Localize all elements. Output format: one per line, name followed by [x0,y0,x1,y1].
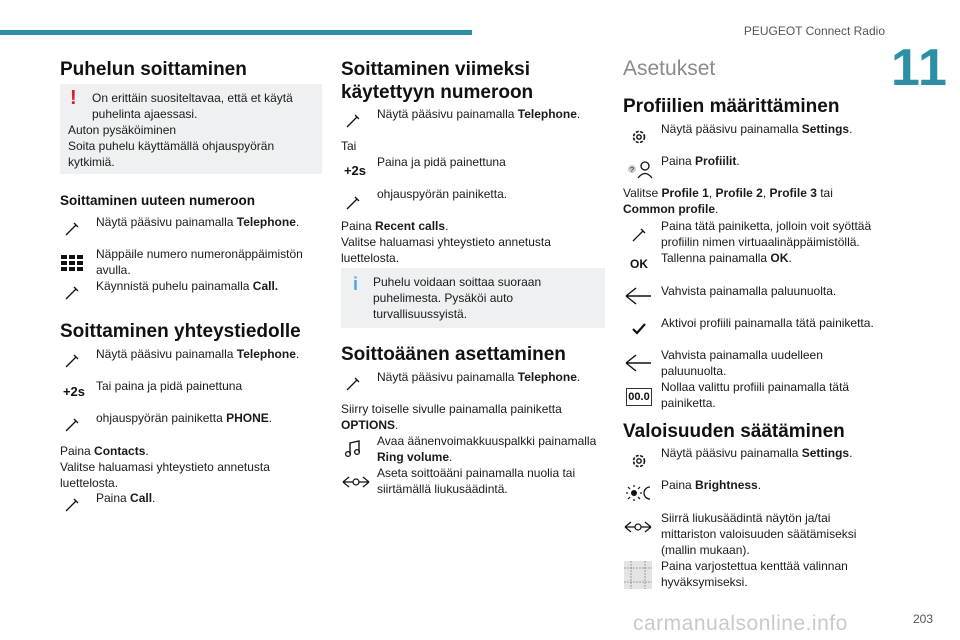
subsection-title: Soittaminen uuteen numeroon [60,193,256,208]
step-text: Näytä pääsivu painamalla Telephone. [377,370,581,384]
gear-icon [627,126,651,148]
section-title: Soittaminen viimeksi käytettyyn numeroon [341,59,534,103]
step-text: Näytä pääsivu painamalla Telephone. [377,107,581,121]
step-text: Näytä pääsivu painamalla Telephone. [96,215,300,229]
step-text: ohjauspyörän painiketta. [377,187,508,201]
step-text: Vahvista painamalla uudelleen paluunuolta. [661,348,823,378]
warning-icon: ! [70,87,77,109]
press-hold-2s-icon: +2s [343,163,367,178]
warning-line: Soita puhelu käyttämällä ohjauspyörän kytkimiä. [68,139,275,169]
page-number: 203 [912,612,933,626]
chapter-number: 11 [891,39,948,97]
watermark: carmanualsonline.info [633,612,848,635]
step-text: ohjauspyörän painiketta PHONE. [96,411,273,425]
paragraph: Paina Recent calls. [341,219,449,233]
checkmark-icon [627,318,651,340]
pencil-icon [627,224,651,246]
running-header: PEUGEOT Connect Radio [743,24,885,38]
profile-icon [625,158,655,180]
pencil-icon [341,192,365,214]
pencil-icon [60,494,84,516]
section-title: Valoisuuden säätäminen [623,421,845,442]
info-box [341,268,605,328]
keypad-icon [60,252,84,274]
step-text: Nollaa valittu profiili painamalla tätä painiketta. [661,380,850,410]
step-text: Aktivoi profiili painamalla tätä painiketta. [661,316,874,330]
step-text: Paina tätä painiketta, jolloin voit syöttää profiilin nimen virtuaalinäppäimistöllä. [661,219,872,249]
warning-line: Auton pysäköiminen [68,123,177,137]
step-text: Avaa äänenvoimakkuuspalkki painamalla Ring volume. [377,434,597,464]
pencil-icon [60,218,84,240]
step-text: Tai paina ja pidä painettuna [96,379,243,393]
step-text: Aseta soittoääni painamalla nuolia tai siirtämällä liukusäädintä. [377,466,576,496]
section-title: Profiilien määrittäminen [623,96,840,117]
step-text: Paina Profiilit. [661,154,740,168]
back-arrow-icon [623,285,653,307]
pencil-icon [60,350,84,372]
pencil-icon [341,373,365,395]
volume-note-icon [341,438,365,460]
step-text: Näppäile numero numeronäppäimistön avulla. [96,247,303,277]
press-hold-2s-icon: +2s [62,384,86,399]
pencil-icon [60,282,84,304]
warning-box [60,84,322,174]
info-icon: i [353,274,359,294]
step-text: Paina ja pidä painettuna [377,155,506,169]
info-text: Puhelu voidaan soittaa suoraan puhelimesta. Pysäköi auto turvallisuussyistä. [373,275,542,321]
ok-icon: OK [630,257,648,271]
step-text: Paina Call. [96,491,156,505]
back-arrow-icon [623,352,653,374]
step-text: Näytä pääsivu painamalla Settings. [661,122,853,136]
step-text: Näytä pääsivu painamalla Telephone. [96,347,300,361]
paragraph: Siirry toiselle sivulle painamalla painiketta OPTIONS. [341,402,562,432]
section-title: Asetukset [623,57,716,80]
slider-arrows-icon [623,516,653,538]
paragraph: Paina Contacts. [60,444,149,458]
step-text: Näytä pääsivu painamalla Settings. [661,446,853,460]
step-text: Vahvista painamalla paluunuolta. [661,284,837,298]
paragraph: Tai [341,139,357,153]
step-text: Tallenna painamalla OK. [661,251,792,265]
svg-text:?: ? [630,167,634,174]
section-title: Puhelun soittaminen [60,59,247,80]
paragraph: Valitse haluamasi yhteystieto annetusta luettelosta. [60,460,270,490]
step-text: Paina varjostettua kenttää valinnan hyväksymiseksi. [661,559,848,589]
brightness-icon [625,482,655,504]
shaded-field-icon [623,560,653,590]
gear-icon [627,450,651,472]
section-title: Soittaminen yhteystiedolle [60,321,301,342]
slider-arrows-icon [341,471,371,493]
pencil-icon [60,414,84,436]
reset-icon: 00.0 [623,386,655,408]
step-text: Siirrä liukusäädintä näytön ja/tai mittariston valoisuuden säätämiseksi (mallin mukaan). [661,511,857,557]
step-text: Paina Brightness. [661,478,762,492]
paragraph: Valitse Profile 1, Profile 2, Profile 3 tai Common profile. [623,186,833,216]
paragraph: Valitse haluamasi yhteystieto annetusta luettelosta. [341,235,551,265]
section-title: Soittoäänen asettaminen [341,344,566,365]
warning-line: On erittäin suositeltavaa, että et käytä puhelinta ajaessasi. [92,91,293,121]
step-text: Käynnistä puhelu painamalla Call. [96,279,279,293]
pencil-icon [341,110,365,132]
header-accent-bar [0,30,472,35]
